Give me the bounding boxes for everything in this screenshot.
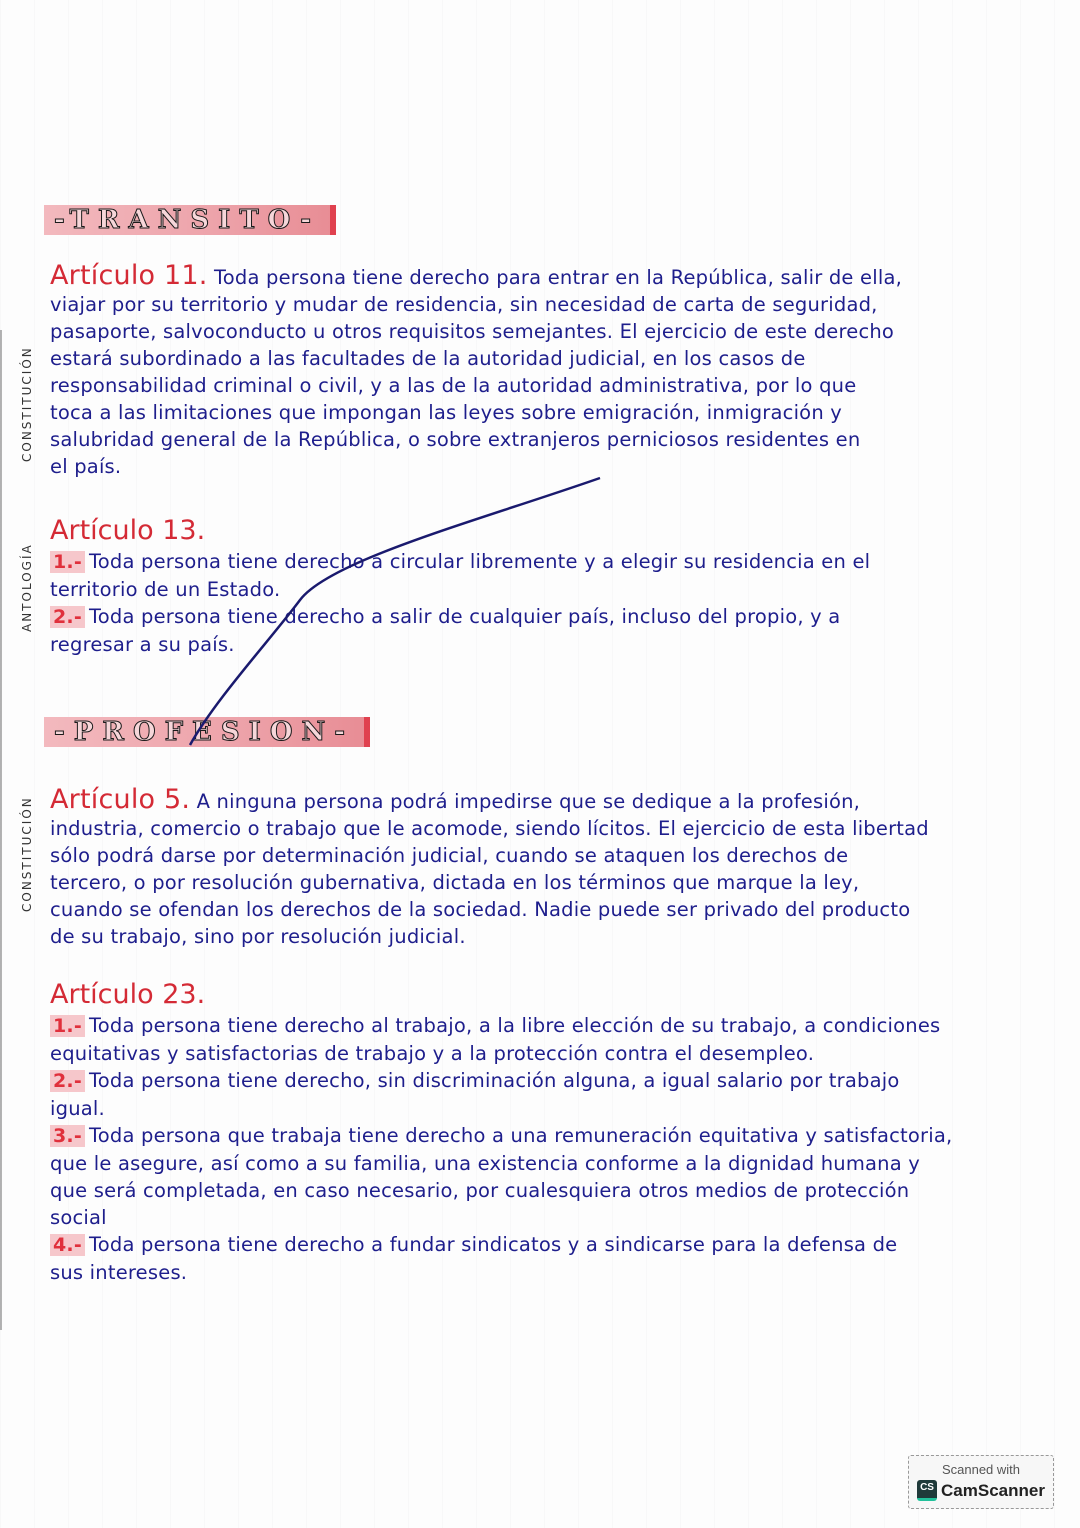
text-segment: A ninguna persona podrá impedirse que se dedique a la profesión, xyxy=(196,790,861,813)
text-segment: Toda persona tiene derecho a salir de cualquier país, incluso del propio, y a xyxy=(88,605,841,628)
text-line: de su trabajo, sino por resolución judicial. xyxy=(50,925,466,948)
item-number: 1.- xyxy=(50,1015,85,1037)
side-label-constitucion-1: CONSTITUCIÓN xyxy=(20,346,34,462)
text-line: viajar por su territorio y mudar de residencia, sin necesidad de carta de seguridad, xyxy=(50,293,878,316)
text-line: social xyxy=(50,1206,107,1229)
text-line: tercero, o por resolución gubernativa, dictada en los términos que marque la ley, xyxy=(50,871,860,894)
text-line: pasaporte, salvoconducto u otros requisitos semejantes. El ejercicio de este derecho xyxy=(50,320,895,343)
text-segment: Toda persona tiene derecho a fundar sindicatos y a sindicarse para la defensa de xyxy=(88,1233,898,1256)
text-line xyxy=(50,603,1040,631)
heading-text: -TRANSITO- xyxy=(54,205,321,235)
text-line: industria, comercio o trabajo que le acomode, siendo lícitos. El ejercicio de esta libertad xyxy=(50,817,929,840)
camscanner-watermark xyxy=(908,1455,1054,1509)
heading-profesion xyxy=(44,717,370,747)
spiral-binding xyxy=(0,330,12,1330)
text-line: el país. xyxy=(50,455,122,478)
text-line xyxy=(50,1067,1040,1095)
text-line: equitativas y satisfactorias de trabajo y a la protección contra el desempleo. xyxy=(50,1042,815,1065)
article-title: Artículo 13. xyxy=(50,515,206,546)
text-line xyxy=(50,262,1040,291)
text-line: responsabilidad criminal o civil, y a las de la autoridad administrativa, por lo que xyxy=(50,374,857,397)
text-line: territorio de un Estado. xyxy=(50,578,281,601)
articulo-13 xyxy=(50,514,1040,658)
heading-transito xyxy=(44,205,336,235)
side-label-antologia: ANTOLOGÍA xyxy=(20,543,34,632)
text-line: regresar a su país. xyxy=(50,633,235,656)
text-segment: Toda persona que trabaja tiene derecho a una remuneración equitativa y satisfactoria, xyxy=(88,1124,953,1147)
watermark-brand: CamScanner xyxy=(941,1480,1045,1500)
item-number: 3.- xyxy=(50,1125,85,1147)
text-segment: Toda persona tiene derecho, sin discriminación alguna, a igual salario por trabajo xyxy=(88,1069,900,1092)
text-line xyxy=(50,1231,1040,1259)
item-number: 2.- xyxy=(50,606,85,628)
articulo-11 xyxy=(50,262,1040,480)
heading-text: -PROFESION- xyxy=(54,717,355,747)
articulo-23 xyxy=(50,978,1040,1286)
watermark-caption: Scanned with xyxy=(941,1462,1021,1477)
text-line: igual. xyxy=(50,1097,105,1120)
text-line: cuando se ofendan los derechos de la sociedad. Nadie puede ser privado del producto xyxy=(50,898,911,921)
text-line xyxy=(50,1122,1040,1150)
text-line: estará subordinado a las facultades de la autoridad judicial, en los casos de xyxy=(50,347,806,370)
watermark-brand-row xyxy=(909,1480,1053,1501)
item-number: 1.- xyxy=(50,551,85,573)
text-segment: Toda persona tiene derecho a circular libremente y a elegir su residencia en el xyxy=(88,550,871,573)
text-line: toca a las limitaciones que impongan las leyes sobre emigración, inmigración y xyxy=(50,401,843,424)
text-line xyxy=(50,548,1040,576)
camscanner-logo-icon: CS xyxy=(917,1480,937,1501)
side-label-constitucion-2: CONSTITUCIÓN xyxy=(20,796,34,912)
text-line: que será completada, en caso necesario, por cualesquiera otros medios de protección xyxy=(50,1179,910,1202)
text-segment: Toda persona tiene derecho al trabajo, a la libre elección de su trabajo, a condiciones xyxy=(88,1014,941,1037)
text-segment: Toda persona tiene derecho para entrar en la República, salir de ella, xyxy=(213,266,902,289)
text-line: salubridad general de la República, o sobre extranjeros perniciosos residentes en xyxy=(50,428,861,451)
item-number: 4.- xyxy=(50,1234,85,1256)
text-line xyxy=(50,786,1040,815)
item-number: 2.- xyxy=(50,1070,85,1092)
articulo-5 xyxy=(50,786,1040,950)
article-title: Artículo 5. xyxy=(50,784,191,815)
article-title: Artículo 11. xyxy=(50,260,208,291)
text-line: sus intereses. xyxy=(50,1261,188,1284)
text-line: sólo podrá darse por determinación judicial, cuando se ataquen los derechos de xyxy=(50,844,849,867)
text-line: que le asegure, así como a su familia, una existencia conforme a la dignidad humana y xyxy=(50,1152,921,1175)
text-line xyxy=(50,1012,1040,1040)
article-title: Artículo 23. xyxy=(50,979,206,1010)
